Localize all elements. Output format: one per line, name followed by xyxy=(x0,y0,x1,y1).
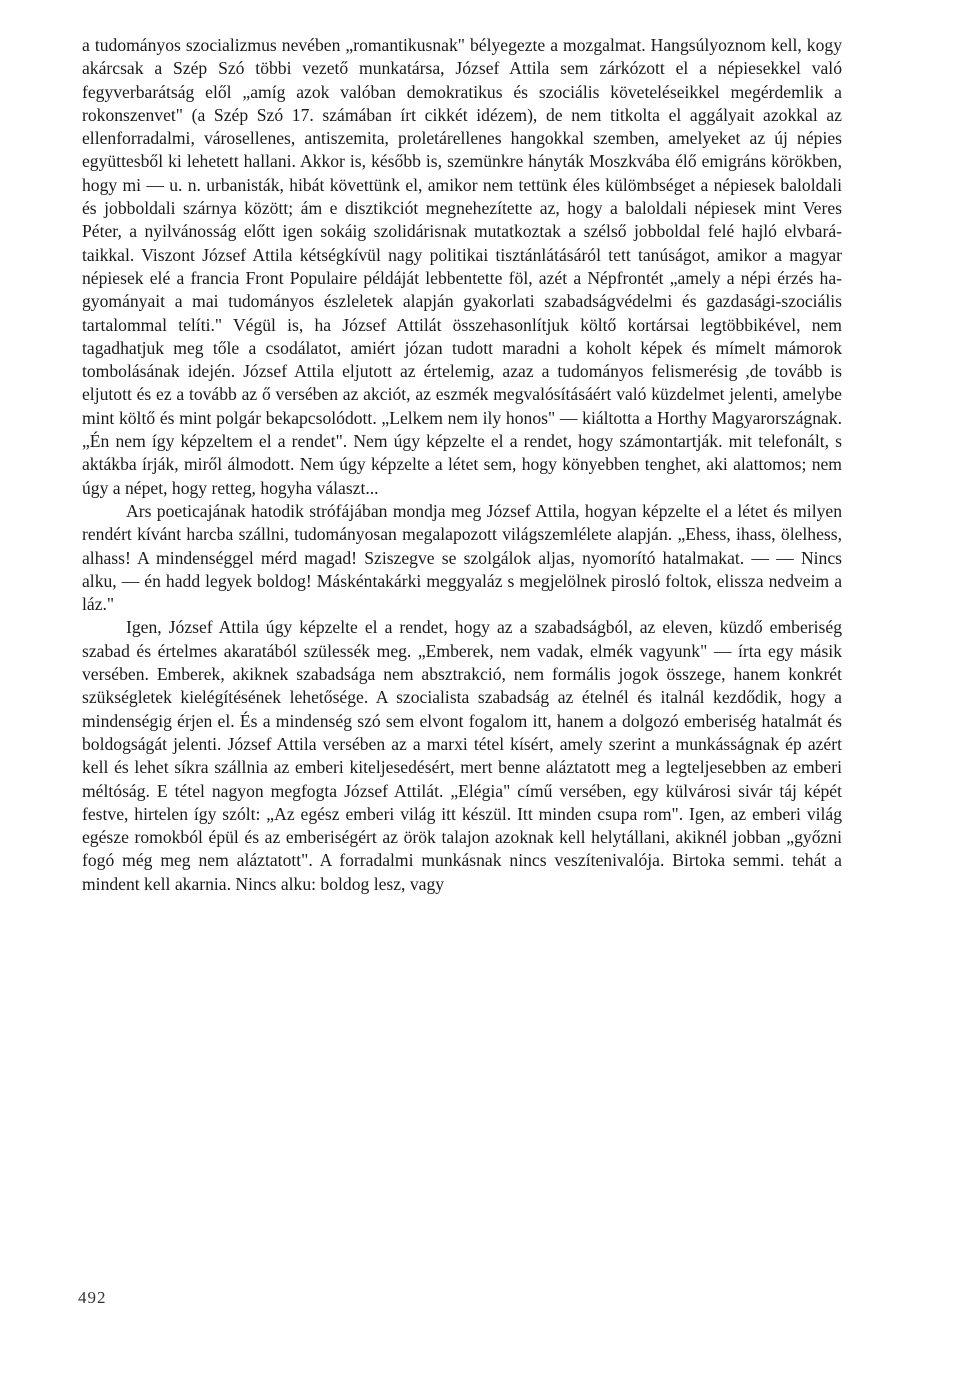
paragraph-1: a tudományos szocializmus nevében „romantikusnak" bélyegezte a mozgalmat. Hangsúlyoznom kell, kogy akárcsak a Szép Szó többi vezető munkatársa, József Attila sem zárkózott el a népiesekkel való fegyverbarátság elől „amíg azok valóban demokratikus és szociális követeléseikkel megérdemlik a rokonszenvet" (a Szép Szó 17. számában írt cikkét idézem), de nem titkolta el aggályait azokkal az ellenforradalmi, városellenes, antiszemita, proletárellenes hangokkal szemben, amelyeket az új népies együttesből ki lehetett hallani. Akkor is, később is, szemünkre hányták Moszkvába élő emigráns körökben, hogy mi — u. n. urbanisták, hibát követtünk el, amikor nem tettünk éles külömbséget a népiesek baloldali és jobboldali szárnya között; ám e disztikciót megnehezítette az, hogy a baloldali népiesek mint Veres Péter, a nyilvánosság előtt igen sokáig szolidárisnak mutatkoztak a szélső jobboldal felé hajló elvbarátaikkal. Viszont József Attila kétségkívül nagy politikai tisztánlátásáról tett tanúságot, amikor a magyar népiesek elé a francia Front Populaire példáját lebbentette föl, azét a Népfrontét „amely a népi érzés hagyományait a mai tudományos észleletek alapján gyakorlati szabadságvédelmi és gazdasági-szociális tartalommal telíti." Végül is, ha József Attilát összehasonlítjuk költő kortársai legtöbbikével, nem tagadhatjuk meg tőle a csodálatot, amiért józan tudott maradni a koholt képek és mímelt mámorok tombolásának idején. József Attila eljutott az értelemig, azaz a tudományos felismerésig ,de tovább is eljutott és ez a tovább az ő versében az akciót, az eszmék megvalósításáért való küzdelmet jelenti, amelybe mint költő és mint polgár bekapcsolódott. „Lelkem nem ily honos" — kiáltotta a Horthy Magyarországnak. „Én nem így képzeltem el a rendet". Nem úgy képzelte el a rendet, hogy számontartják. mit telefonált, s aktákba írják, miről álmodott. Nem úgy képzelte a létet sem, hogy könyebben tenghet, aki alattomos; nem úgy a népet, hogy retteg, hogyha választ... xyxy=(82,35,842,498)
paragraph-3: Igen, József Attila úgy képzelte el a rendet, hogy az a szabadságból, az eleven, küzdő emberiség szabad és értelmes akaratából szülessék meg. „Emberek, nem vadak, elmék vagyunk" — írta egy másik versében. Emberek, akiknek szabadsága nem absztrakció, nem formális jogok összege, hanem konkrét szükségletek kielégítésének lehetősége. A szocialista szabadság az ételnél és italnál kezdődik, hogy a mindenségig érjen el. És a mindenség szó sem elvont fogalom itt, hanem a dolgozó emberiség hatalmát és boldogságát jelenti. József Attila versében az a marxi tétel kísért, amely szerint a munkásságnak ép azért kell és lehet síkra szállnia az emberi kiteljesedésért, mert benne aláztatott meg a legteljesebben az emberi méltóság. E tétel nagyon megfogta József Attilát. „Elégia" című versében, egy külvárosi sivár táj képét festve, hirtelen így szólt: „Az egész emberi világ itt készül. Itt minden csupa rom". Igen, az emberi világ egésze romokból épül és az emberiségért az örök talajon azoknak kell helytállani, akiknél jobban „győzni fogó még meg nem aláztatott". A forradalmi munkásnak nincs veszítenivalója. Birtoka semmi. tehát a mindent kell akarnia. Nincs alku: boldog lesz, vagy xyxy=(82,617,842,894)
paragraph-2: Ars poeticajának hatodik strófájában mondja meg József Attila, hogyan képzelte el a létet és milyen rendért kívánt harcba szállni, tudományosan megalapozott világszemlélete alapján. „Ehess, ihass, ölelhess, alhass! A mindenséggel mérd magad! Sziszegve se szolgálok aljas, nyomorító hatalmakat. — — Nincs alku, — én hadd legyek boldog! Máskéntakárki meggyaláz s megjelölnek pirosló foltok, elissza nedveim a láz." xyxy=(82,500,842,615)
page-number: 492 xyxy=(78,1288,107,1307)
page-body xyxy=(82,34,842,896)
